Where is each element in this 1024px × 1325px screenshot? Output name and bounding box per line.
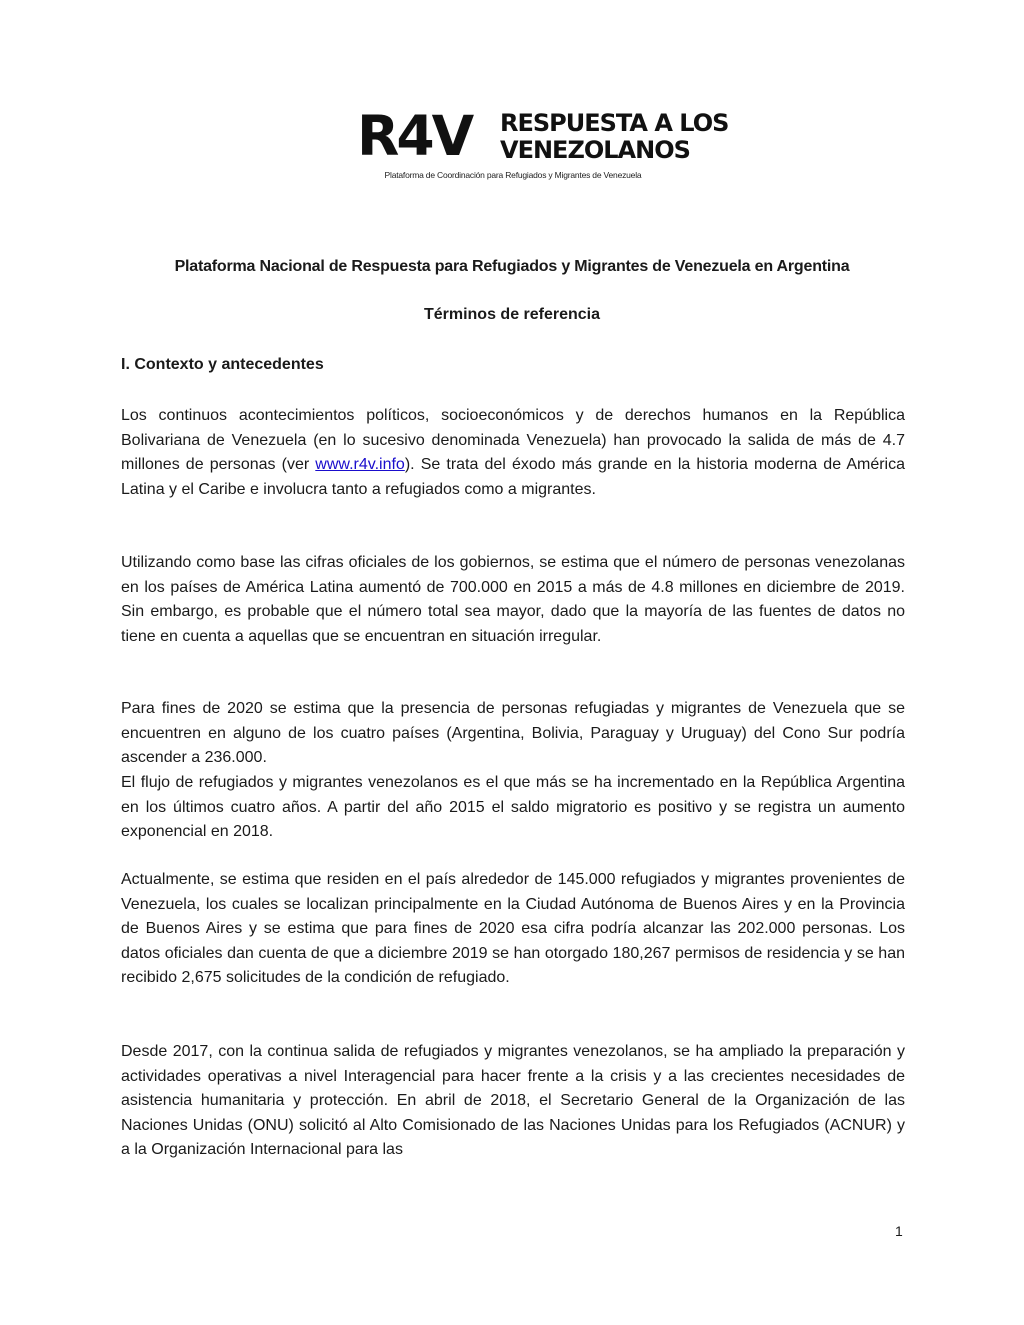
logo-subtitle: Plataforma de Coordinación para Refugiados y Migrantes de Venezuela	[384, 170, 642, 180]
r4v-logo-mark: R4V	[357, 104, 472, 168]
r4v-logo	[357, 104, 729, 188]
r4v-logo-text	[500, 110, 728, 164]
r4v-link[interactable]: www.r4v.info	[315, 456, 405, 473]
paragraph-4: El flujo de refugiados y migrantes venezolanos es el que más se ha incrementado en la República Argentina en los últimos cuatro años. A partir del año 2015 el saldo migratorio es positivo y se registra un aumento exponencial en 2018.	[121, 774, 905, 840]
document-subtitle: Términos de referencia	[423, 306, 601, 323]
paragraph-1-text-a: Los continuos acontecimientos políticos, socioeconómicos y de derechos humanos en la República Bolivariana de Venezuela (en lo sucesivo denominada Venezuela) han provocado la salida de más de 4.7 millones de personas (ver	[121, 407, 905, 473]
section-heading: I. Contexto y antecedentes	[121, 356, 324, 373]
logo-line-2: VENEZOLANOS	[500, 136, 690, 164]
paragraph-5: Actualmente, se estima que residen en el país alrededor de 145.000 refugiados y migrantes provenientes de Venezuela, los cuales se localizan principalmente en la Ciudad Autónoma de Buenos Aires y en la Provincia de Buenos Aires y se estima que para fines de 2020 esa cifra podría alcanzar las 202.000 personas. Los datos oficiales dan cuenta de que a diciembre 2019 se han otorgado 180,267 permisos de residencia y se han recibido 2,675 solicitudes de la condición de refugiado.	[121, 871, 905, 986]
page-number: 1	[895, 1223, 903, 1239]
paragraph-6: Desde 2017, con la continua salida de refugiados y migrantes venezolanos, se ha ampliado la preparación y actividades operativas a nivel Interagencial para hacer frente a la crisis y a las crecientes necesidades de asistencia humanitaria y protección. En abril de 2018, el Secretario General de la Organización de las Naciones Unidas (ONU) solicitó al Alto Comisionado de las Naciones Unidas para los Refugiados (ACNUR) y a la Organización Internacional para las	[121, 1043, 905, 1158]
paragraph-1	[121, 404, 905, 502]
paragraph-1-text-b: ). Se trata del éxodo más grande en la historia moderna de América Latina y el Caribe e involucra tanto a refugiados como a migrantes.	[121, 456, 906, 498]
document-title: Plataforma Nacional de Respuesta para Refugiados y Migrantes de Venezuela en Argentina	[174, 258, 850, 275]
logo-line-1: RESPUESTA A LOS	[500, 109, 729, 137]
paragraph-3: Para fines de 2020 se estima que la presencia de personas refugiadas y migrantes de Venezuela que se encuentren en alguno de los cuatro países (Argentina, Bolivia, Paraguay y Uruguay) del Cono Sur podría ascender a 236.000.	[121, 700, 905, 766]
paragraph-2: Utilizando como base las cifras oficiales de los gobiernos, se estima que el número de personas venezolanas en los países de América Latina aumentó de 700.000 en 2015 a más de 4.8 millones en diciembre de 2019. Sin embargo, es probable que el número total sea mayor, dado que la mayoría de las fuentes de datos no tiene en cuenta a aquellas que se encuentran en situación irregular.	[121, 554, 905, 645]
